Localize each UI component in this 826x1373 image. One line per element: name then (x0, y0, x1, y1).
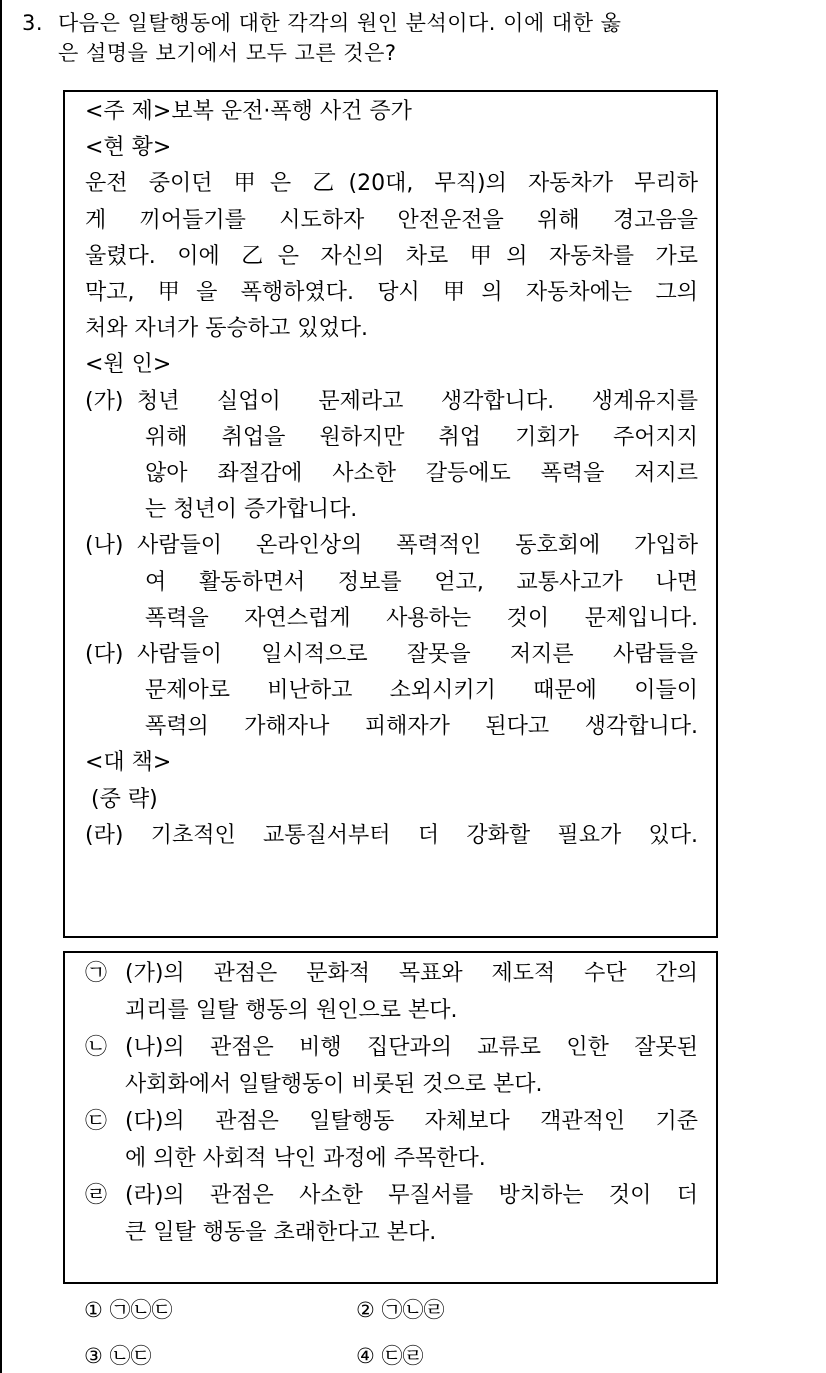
answer-option-2[interactable] (356, 1294, 445, 1324)
choices-box (63, 951, 718, 1284)
cause-item-ga (85, 384, 698, 529)
answer-option-1[interactable] (84, 1294, 173, 1324)
left-margin-rule (0, 0, 2, 1373)
cause-item-na (85, 528, 698, 637)
answer-text: ㉠㉡㉢ (109, 1298, 173, 1322)
status-line: 처와 자녀가 동승하고 있었다. (85, 316, 368, 342)
cause-line: 문제아로 비난하고 소외시키기 때문에 이들이 (145, 678, 698, 704)
policy-line: (라) 기초적인 교통질서부터 더 강화할 필요가 있다. (85, 822, 698, 848)
cause-line: 폭력의 가해자나 피해자가 된다고 생각합니다. (145, 714, 698, 740)
status-line: 울렸다. 이에 乙은 자신의 차로 甲의 자동차를 가로 (85, 243, 698, 269)
question-stem-line-1 (22, 8, 812, 38)
cause-first-line: 사람들이 일시적으로 잘못을 저지른 사람들을 (137, 641, 698, 667)
choice-line-2: 괴리를 일탈 행동의 원인으로 본다. (125, 998, 458, 1023)
omitted-note: (중 략) (91, 786, 158, 812)
status-line: 막고, 甲을 폭행하였다. 당시 甲의 자동차에는 그의 (85, 279, 698, 305)
cause-line: 위해 취업을 원하지만 취업 기회가 주어지지 (145, 424, 698, 450)
cause-first-line: 청년 실업이 문제라고 생각합니다. 생계유지를 (137, 388, 698, 414)
answer-option-3[interactable] (84, 1340, 152, 1370)
choice-item-2 (85, 1029, 698, 1103)
answer-option-4[interactable] (356, 1340, 424, 1370)
case-topic: <주 제>보복 운전·폭행 사건 증가 (85, 99, 412, 124)
choice-line-1: (가)의 관점은 문화적 목표와 제도적 수단 간의 (125, 961, 698, 986)
answer-number: ④ (356, 1344, 375, 1368)
status-line: 운전 중이던 甲은 乙(20대, 무직)의 자동차가 무리하 (85, 171, 698, 197)
cause-line: 폭력을 자연스럽게 사용하는 것이 문제입니다. (145, 605, 698, 631)
choice-line-2: 사회화에서 일탈행동이 비롯된 것으로 본다. (125, 1072, 543, 1097)
cause-item-da (85, 637, 698, 746)
choice-item-1 (85, 955, 698, 1029)
cause-line: 여 활동하면서 정보를 얻고, 교통사고가 나면 (145, 569, 698, 595)
status-line: 게 끼어들기를 시도하자 안전운전을 위해 경고음을 (85, 207, 698, 233)
cause-label: (다) (85, 641, 124, 667)
answer-number: ② (356, 1298, 375, 1322)
question-number: 3. (22, 11, 44, 35)
cause-label: (가) (85, 388, 124, 414)
cause-line: 는 청년이 증가합니다. (145, 497, 358, 523)
question-stem (22, 8, 812, 68)
choice-mark: ㉡ (85, 1035, 108, 1060)
choice-line-1: (다)의 관점은 일탈행동 자체보다 객관적인 기준 (125, 1109, 698, 1134)
choice-item-3 (85, 1103, 698, 1177)
cause-first-line: 사람들이 온라인상의 폭력적인 동호회에 가입하 (137, 533, 698, 559)
choice-line-2: 에 의한 사회적 낙인 과정에 주목한다. (125, 1146, 486, 1171)
choice-line-2: 큰 일탈 행동을 초래한다고 본다. (125, 1220, 437, 1245)
choice-mark: ㉣ (85, 1183, 108, 1208)
choice-item-4 (85, 1177, 698, 1251)
answer-text: ㉠㉡㉣ (381, 1298, 445, 1322)
cause-label: (나) (85, 533, 124, 559)
choice-mark: ㉢ (85, 1109, 108, 1134)
status-heading: <현 황> (85, 135, 172, 161)
cause-heading: <원 인> (85, 352, 172, 378)
choice-mark: ㉠ (85, 961, 108, 986)
answer-text: ㉡㉢ (109, 1344, 152, 1368)
case-box (63, 90, 718, 938)
choice-line-1: (라)의 관점은 사소한 무질서를 방치하는 것이 더 (125, 1183, 698, 1208)
cause-line: 않아 좌절감에 사소한 갈등에도 폭력을 저지르 (145, 460, 698, 486)
choice-line-1: (나)의 관점은 비행 집단과의 교류로 인한 잘못된 (125, 1035, 698, 1060)
question-text-1: 다음은 일탈행동에 대한 각각의 원인 분석이다. 이에 대한 옳 (58, 11, 622, 35)
answer-text: ㉢㉣ (381, 1344, 424, 1368)
answer-number: ① (84, 1298, 103, 1322)
answer-number: ③ (84, 1344, 103, 1368)
policy-heading: <대 책> (85, 750, 172, 776)
question-text-2: 은 설명을 보기에서 모두 고른 것은? (58, 41, 397, 65)
